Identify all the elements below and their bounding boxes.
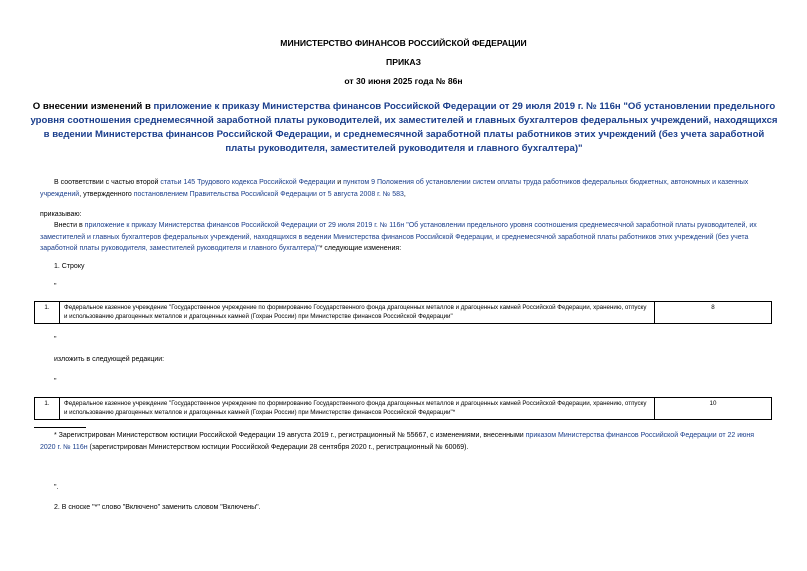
table-old-row — [34, 301, 772, 324]
old-row-value: 8 — [655, 302, 772, 324]
doc-type: ПРИКАЗ — [386, 57, 421, 67]
new-row-value: 10 — [655, 398, 772, 420]
footnote-divider — [34, 427, 86, 428]
new-row-text: Федеральное казенное учреждение "Государственное учреждение по формированию Государственного фонда драгоценных металлов и драгоценных камней Российской Федерации, хранению, отпуску и использованию драгоценных металлов и драгоценных камней (Гохран России) при Министерстве финансов Российской Федерации"* — [60, 398, 655, 420]
preamble-link-labor-code[interactable]: статьи 145 Трудового кодекса Российской Федерации — [160, 179, 336, 186]
old-row-text: Федеральное казенное учреждение "Государственное учреждение по формированию Государственного фонда драгоценных металлов и драгоценных камней Российской Федерации, хранению, отпуску и использованию драгоценных металлов и драгоценных камней (Гохран России) при Министерстве финансов Российской Федерации" — [60, 302, 655, 324]
footnote-text-2: (зарегистрирован Министерством юстиции Российской Федерации 28 сентября 2020 г., регистрационный № 60069). — [87, 443, 469, 451]
preamble-link-regulation[interactable]: пунктом 9 Положения об установлении систем оплаты труда работников федеральных бюджетных, автономных и казенных учреждений — [40, 179, 749, 198]
old-row-number: 1. — [35, 302, 60, 324]
date-number: от 30 июня 2025 года № 86н — [344, 76, 463, 86]
title-link[interactable]: приложение к приказу Министерства финансов Российской Федерации от 29 июля 2019 г. № 116н "Об установлении предельного уровня соотношения среднемесячной заработной платы руководителей, их заместителей и главных бухгалтеров федеральных учреждений, находящихся в ведении Министерства финансов Российской Федерации, и среднемесячной заработной платы работников этих учреждений (без учета заработной платы руководителя, заместителей руководителя и главного бухгалтера)" — [30, 101, 778, 154]
table-row — [35, 398, 772, 420]
restate-text: изложить в следующей редакции: — [54, 356, 165, 363]
table-new-row — [34, 397, 772, 420]
quote-close-1: " — [54, 336, 57, 343]
order-text-2: * следующие изменения: — [319, 245, 402, 252]
preamble-text-4: , — [403, 190, 406, 198]
quote-open-2: " — [54, 378, 57, 385]
footnote — [40, 430, 770, 453]
document-title — [30, 100, 778, 156]
preamble-link-decree[interactable]: постановлением Правительства Российской Федерации от 5 августа 2008 г. № 583 — [133, 190, 404, 198]
preamble — [40, 177, 770, 200]
order-link[interactable]: приложение к приказу Министерства финансов Российской Федерации от 29 июля 2019 г. № 116н "Об установлении предельного уровня соотношения среднемесячной заработной платы руководителей, их заместителей и главных бухгалтеров федеральных учреждений, находящихся в ведении Министерства финансов Российской Федерации, и среднемесячной заработной платы работников этих учреждений (без учета заработной платы руководителя, заместителей руководителя и главного бухгалтера)" — [40, 222, 757, 252]
item-1: 1. Строку — [54, 263, 85, 270]
item-2: 2. В сноске "*" слово "Включено" заменить словом "Включены". — [54, 504, 261, 511]
quote-open-1: " — [54, 283, 57, 290]
new-row-number: 1. — [35, 398, 60, 420]
footnote-text-1: * Зарегистрирован Министерством юстиции Российской Федерации 19 августа 2019 г., регистрационный № 55667, с изменениями, внесенными — [54, 432, 526, 439]
preamble-text-3: , утвержденного — [79, 190, 134, 198]
preamble-text-1: В соответствии с частью второй — [54, 179, 161, 186]
title-prefix: О внесении изменений в — [32, 101, 154, 112]
order-word: приказываю: — [40, 211, 82, 218]
footnote-link[interactable]: приказом Министерства финансов Российской Федерации от 22 июня 2020 г. № 116н — [40, 432, 755, 451]
ministry-heading: МИНИСТЕРСТВО ФИНАНСОВ РОССИЙСКОЙ ФЕДЕРАЦИИ — [280, 38, 527, 48]
table-row — [35, 302, 772, 324]
preamble-text-2: и — [335, 179, 344, 186]
order-text-1: Внести в — [54, 222, 85, 229]
quote-end: ". — [54, 484, 59, 491]
order-paragraph — [40, 220, 770, 255]
